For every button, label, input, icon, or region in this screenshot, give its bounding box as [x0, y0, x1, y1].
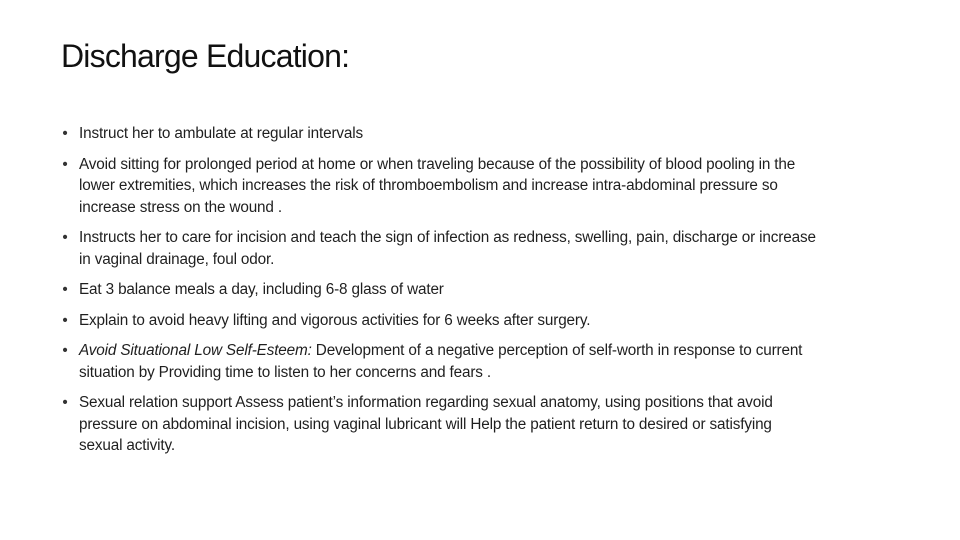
bullet-item: [59, 227, 819, 270]
bullet-text: Development of a negative perception of self-worth in response to current situation by Providing time to listen to her concerns and fears .: [79, 342, 803, 381]
bullet-item: [59, 340, 819, 383]
bullet-text: Instruct her to ambulate at regular intervals: [79, 125, 364, 142]
bullet-text: Instructs her to care for incision and teach the sign of infection as redness, swelling, pain, discharge or increase in vaginal drainage, foul odor.: [79, 229, 816, 268]
bullet-item: [59, 123, 819, 145]
bullet-item: [59, 392, 819, 457]
bullet-item: [59, 279, 819, 301]
bullet-text: Explain to avoid heavy lifting and vigorous activities for 6 weeks after surgery.: [79, 311, 591, 329]
bullet-item: [59, 154, 819, 219]
slide-title: Discharge Education:: [61, 38, 350, 74]
bullet-text: Avoid sitting for prolonged period at home or when traveling because of the possibility of blood pooling in the lower extremities, which increases the risk of thromboembolism and increase intra-abdominal pressure so increase stress on the wound .: [79, 155, 796, 216]
bullet-item: [59, 310, 819, 332]
bullet-emphasis: Avoid Situational Low Self-Esteem:: [79, 342, 312, 359]
bullet-list: [59, 123, 819, 466]
bullet-text: Eat 3 balance meals a day, including 6-8 glass of water: [79, 281, 444, 298]
bullet-text: Sexual relation support Assess patient’s information regarding sexual anatomy, using positions that avoid pressure on abdominal incision, using vaginal lubricant will Help the patient return to desired or satisfying sexual activity.: [79, 394, 773, 454]
